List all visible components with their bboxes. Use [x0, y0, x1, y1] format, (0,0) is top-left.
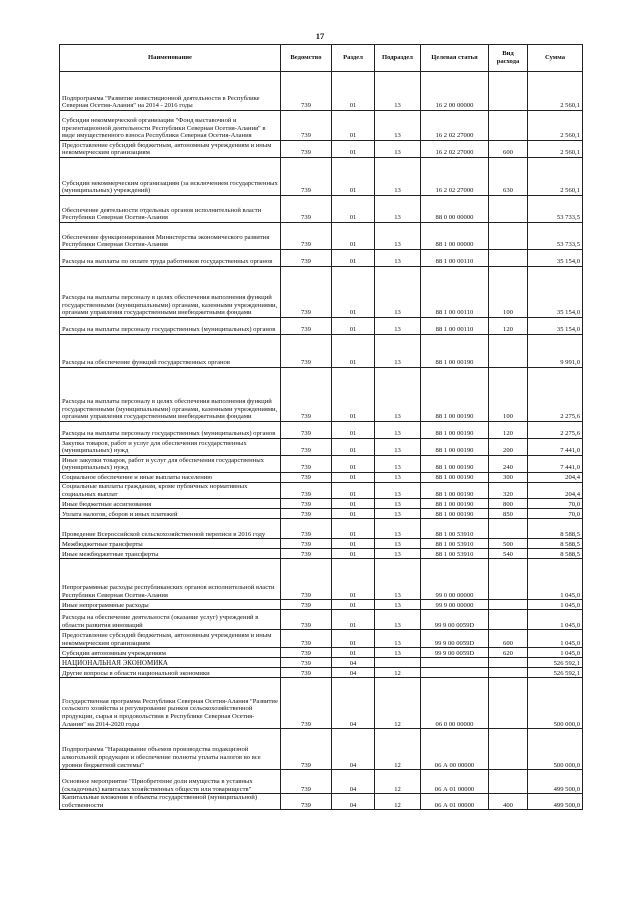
cell-ved: 739 — [281, 729, 332, 770]
cell-podr: 13 — [375, 559, 421, 600]
cell-podr: 13 — [375, 600, 421, 610]
cell-podr — [375, 658, 421, 668]
cell-razdel: 01 — [332, 559, 375, 600]
cell-razdel: 04 — [332, 678, 375, 729]
cell-vid: 630 — [489, 158, 528, 196]
cell-sum: 9 991,0 — [528, 335, 583, 368]
cell-vid — [489, 559, 528, 600]
cell-razdel: 01 — [332, 539, 375, 549]
cell-razdel: 01 — [332, 267, 375, 318]
cell-razdel: 01 — [332, 158, 375, 196]
table-row — [60, 72, 583, 111]
cell-ved: 739 — [281, 368, 332, 422]
cell-target: 88 1 00 00000 — [421, 223, 489, 250]
cell-podr: 13 — [375, 141, 421, 158]
cell-razdel: 01 — [332, 422, 375, 439]
cell-vid: 240 — [489, 456, 528, 473]
cell-podr: 12 — [375, 678, 421, 729]
cell-podr: 13 — [375, 223, 421, 250]
cell-sum: 2 275,6 — [528, 368, 583, 422]
cell-sum: 35 154,0 — [528, 250, 583, 267]
cell-name: Расходы на обеспечение функций государственных органов — [60, 335, 281, 368]
table-row — [60, 499, 583, 509]
cell-target: 06 А 01 00000 — [421, 770, 489, 794]
cell-razdel: 04 — [332, 770, 375, 794]
cell-ved: 739 — [281, 111, 332, 141]
cell-name: Основное мероприятие "Приобретение доли имущества в уставных (складочных) капиталах хозяйственных обществ или товариществ" — [60, 770, 281, 794]
cell-target: 88 1 00 00190 — [421, 368, 489, 422]
cell-name: Расходы на выплаты персоналу государственных (муниципальных) органов — [60, 422, 281, 439]
cell-name: Закупка товаров, работ и услуг для обеспечения государственных (муниципальных) нужд — [60, 439, 281, 456]
cell-razdel: 01 — [332, 483, 375, 499]
table-body — [60, 72, 583, 810]
table-row — [60, 318, 583, 335]
cell-sum: 8 588,5 — [528, 519, 583, 539]
cell-podr: 13 — [375, 267, 421, 318]
cell-vid: 540 — [489, 549, 528, 559]
cell-name: НАЦИОНАЛЬНАЯ ЭКОНОМИКА — [60, 658, 281, 668]
cell-sum: 70,0 — [528, 509, 583, 519]
table-row — [60, 483, 583, 499]
cell-podr: 13 — [375, 610, 421, 630]
cell-podr: 13 — [375, 250, 421, 267]
table-row — [60, 196, 583, 223]
cell-sum: 35 154,0 — [528, 267, 583, 318]
table-row — [60, 158, 583, 196]
cell-target: 88 1 00 00190 — [421, 473, 489, 483]
cell-sum: 204,4 — [528, 473, 583, 483]
cell-podr: 13 — [375, 439, 421, 456]
cell-sum: 7 441,0 — [528, 439, 583, 456]
cell-sum: 1 045,0 — [528, 648, 583, 658]
cell-name: Расходы на выплаты персоналу государственных (муниципальных) органов — [60, 318, 281, 335]
cell-name: Расходы на выплаты персоналу в целях обеспечения выполнения функций государственными (муниципальными) органами, казенными учреждениями, органами управления государственными внебюджетными фондами — [60, 267, 281, 318]
cell-sum: 526 592,1 — [528, 668, 583, 678]
cell-name: Обеспечение функционирования Министерства экономического развития Республики Северная Осетия-Алания — [60, 223, 281, 250]
cell-ved: 739 — [281, 483, 332, 499]
cell-razdel: 01 — [332, 610, 375, 630]
cell-name: Социальные выплаты гражданам, кроме публичных нормативных социальных выплат — [60, 483, 281, 499]
cell-razdel: 01 — [332, 72, 375, 111]
cell-name: Подпрограмма "Развитие инвестиционной деятельности в Республике Северная Осетия-Алания" на 2014 - 2016 годы — [60, 72, 281, 111]
table-row — [60, 658, 583, 668]
cell-name: Расходы на выплаты по оплате труда работников государственных органов — [60, 250, 281, 267]
cell-razdel: 01 — [332, 111, 375, 141]
cell-name: Иные закупки товаров, работ и услуг для обеспечения государственных (муниципальных) нужд — [60, 456, 281, 473]
cell-target: 88 1 00 00110 — [421, 250, 489, 267]
cell-ved: 739 — [281, 318, 332, 335]
cell-vid — [489, 610, 528, 630]
page-number: 17 — [315, 31, 325, 41]
table-row — [60, 111, 583, 141]
cell-name: Социальное обеспечение и иные выплаты населению — [60, 473, 281, 483]
cell-podr: 13 — [375, 368, 421, 422]
cell-podr: 13 — [375, 519, 421, 539]
cell-target: 16 2 02 27000 — [421, 111, 489, 141]
cell-vid: 600 — [489, 141, 528, 158]
cell-target: 88 1 00 00190 — [421, 483, 489, 499]
cell-vid — [489, 729, 528, 770]
cell-podr: 13 — [375, 549, 421, 559]
cell-name: Субсидии автономным учреждениям — [60, 648, 281, 658]
cell-razdel: 01 — [332, 519, 375, 539]
cell-sum: 2 275,6 — [528, 422, 583, 439]
table-row — [60, 439, 583, 456]
budget-table — [59, 44, 583, 810]
cell-vid: 400 — [489, 794, 528, 810]
cell-sum: 204,4 — [528, 483, 583, 499]
cell-podr: 13 — [375, 648, 421, 658]
cell-sum: 7 441,0 — [528, 456, 583, 473]
cell-name: Субсидии некоммерческим организациям (за исключением государственных (муниципальных) учреждений) — [60, 158, 281, 196]
table-row — [60, 267, 583, 318]
cell-target: 16 2 02 27000 — [421, 141, 489, 158]
cell-ved: 739 — [281, 422, 332, 439]
table-row — [60, 519, 583, 539]
cell-target: 16 2 02 27000 — [421, 158, 489, 196]
cell-target: 88 1 00 53910 — [421, 519, 489, 539]
cell-target: 88 1 00 00190 — [421, 335, 489, 368]
cell-vid — [489, 678, 528, 729]
cell-target: 99 9 00 0059D — [421, 630, 489, 648]
table-row — [60, 729, 583, 770]
cell-name: Подпрограмма "Наращивание объемов производства подакцизной алкогольной продукции и обеспечение полноты уплаты налогов во все уровни бюджетной системы" — [60, 729, 281, 770]
cell-razdel: 01 — [332, 250, 375, 267]
cell-target: 88 1 00 53910 — [421, 549, 489, 559]
cell-vid: 120 — [489, 318, 528, 335]
table-row — [60, 335, 583, 368]
cell-podr: 13 — [375, 509, 421, 519]
cell-sum: 1 045,0 — [528, 559, 583, 600]
cell-target: 88 1 00 00110 — [421, 318, 489, 335]
header-ved: Ведомство — [281, 45, 332, 72]
header-name: Наименование — [60, 45, 281, 72]
cell-target: 88 1 00 00110 — [421, 267, 489, 318]
table-row — [60, 509, 583, 519]
table-row — [60, 141, 583, 158]
cell-target: 99 9 00 0059D — [421, 648, 489, 658]
cell-vid: 300 — [489, 473, 528, 483]
cell-podr: 13 — [375, 111, 421, 141]
cell-ved: 739 — [281, 439, 332, 456]
cell-podr: 13 — [375, 72, 421, 111]
table-row — [60, 473, 583, 483]
cell-podr: 13 — [375, 318, 421, 335]
table-row — [60, 368, 583, 422]
cell-vid: 100 — [489, 368, 528, 422]
cell-sum: 500 000,0 — [528, 729, 583, 770]
header-vid: Вид расхода — [489, 45, 528, 72]
cell-sum: 53 733,5 — [528, 223, 583, 250]
cell-target: 88 1 00 00190 — [421, 439, 489, 456]
header-podrazdel: Подраздел — [375, 45, 421, 72]
cell-vid — [489, 111, 528, 141]
cell-name: Иные бюджетные ассигнования — [60, 499, 281, 509]
cell-sum: 1 045,0 — [528, 610, 583, 630]
cell-target — [421, 658, 489, 668]
cell-razdel: 01 — [332, 509, 375, 519]
cell-name: Проведение Всероссийской сельскохозяйственной переписи в 2016 году — [60, 519, 281, 539]
cell-ved: 739 — [281, 610, 332, 630]
cell-sum: 8 588,5 — [528, 549, 583, 559]
cell-ved: 739 — [281, 539, 332, 549]
cell-razdel: 01 — [332, 549, 375, 559]
cell-podr: 13 — [375, 456, 421, 473]
cell-vid: 120 — [489, 422, 528, 439]
cell-name: Межбюджетные трансферты — [60, 539, 281, 549]
cell-vid — [489, 72, 528, 111]
cell-target: 99 9 00 0059D — [421, 610, 489, 630]
cell-sum: 2 560,1 — [528, 72, 583, 111]
cell-sum: 8 588,5 — [528, 539, 583, 549]
cell-razdel: 01 — [332, 499, 375, 509]
cell-target: 06 А 00 00000 — [421, 729, 489, 770]
cell-vid: 850 — [489, 509, 528, 519]
cell-name: Предоставление субсидий бюджетным, автономным учреждениям и иным некоммерческим организациям — [60, 630, 281, 648]
cell-sum: 526 592,1 — [528, 658, 583, 668]
cell-ved: 739 — [281, 559, 332, 600]
cell-ved: 739 — [281, 158, 332, 196]
cell-razdel: 01 — [332, 630, 375, 648]
cell-target: 88 0 00 00000 — [421, 196, 489, 223]
cell-podr: 12 — [375, 770, 421, 794]
cell-ved: 739 — [281, 630, 332, 648]
cell-name: Непрограммные расходы республиканских органов исполнительной власти Республики Северная Осетия-Алания — [60, 559, 281, 600]
header-target: Целевая статья — [421, 45, 489, 72]
cell-sum: 2 560,1 — [528, 111, 583, 141]
cell-vid: 200 — [489, 439, 528, 456]
cell-ved: 739 — [281, 519, 332, 539]
table-row — [60, 630, 583, 648]
cell-ved: 739 — [281, 72, 332, 111]
cell-razdel: 01 — [332, 439, 375, 456]
table-row — [60, 456, 583, 473]
cell-target: 99 9 00 00000 — [421, 600, 489, 610]
cell-podr: 13 — [375, 196, 421, 223]
cell-ved: 739 — [281, 678, 332, 729]
table-row — [60, 539, 583, 549]
cell-name: Иные непрограммные расходы — [60, 600, 281, 610]
cell-ved: 739 — [281, 473, 332, 483]
table-row — [60, 794, 583, 810]
cell-vid — [489, 658, 528, 668]
cell-target: 06 0 00 00000 — [421, 678, 489, 729]
cell-target: 99 0 00 00000 — [421, 559, 489, 600]
cell-sum: 70,0 — [528, 499, 583, 509]
cell-sum: 35 154,0 — [528, 318, 583, 335]
table-row — [60, 600, 583, 610]
cell-sum: 499 500,0 — [528, 794, 583, 810]
cell-vid: 320 — [489, 483, 528, 499]
cell-vid: 600 — [489, 630, 528, 648]
cell-name: Капитальные вложения в объекты государственной (муниципальной) собственности — [60, 794, 281, 810]
cell-name: Обеспечение деятельности отдельных органов исполнительной власти Республики Северная Осетия-Алания — [60, 196, 281, 223]
cell-razdel: 01 — [332, 335, 375, 368]
cell-podr: 12 — [375, 668, 421, 678]
cell-name: Другие вопросы в области национальной экономики — [60, 668, 281, 678]
cell-ved: 739 — [281, 668, 332, 678]
cell-sum: 499 500,0 — [528, 770, 583, 794]
cell-razdel: 01 — [332, 223, 375, 250]
cell-razdel: 01 — [332, 196, 375, 223]
cell-podr: 13 — [375, 158, 421, 196]
cell-name: Предоставление субсидий бюджетным, автономным учреждениям и иным некоммерческим организациям — [60, 141, 281, 158]
header-razdel: Раздел — [332, 45, 375, 72]
cell-ved: 739 — [281, 499, 332, 509]
cell-target: 88 1 00 00190 — [421, 499, 489, 509]
cell-razdel: 01 — [332, 473, 375, 483]
cell-podr: 13 — [375, 473, 421, 483]
table-row — [60, 648, 583, 658]
table-row — [60, 678, 583, 729]
cell-target: 16 2 00 00000 — [421, 72, 489, 111]
cell-podr: 13 — [375, 422, 421, 439]
cell-razdel: 01 — [332, 318, 375, 335]
cell-name: Субсидия некоммерческой организации "Фонд выставочной и презентационной деятельности Республики Северная Осетия-Алания" в виде имущественного взноса Республики Северная Осетия-Алания — [60, 111, 281, 141]
cell-podr: 13 — [375, 630, 421, 648]
cell-vid: 620 — [489, 648, 528, 658]
table-row — [60, 668, 583, 678]
table-row — [60, 549, 583, 559]
table-header-row — [60, 45, 583, 72]
cell-razdel: 01 — [332, 600, 375, 610]
cell-podr: 13 — [375, 499, 421, 509]
cell-ved: 739 — [281, 223, 332, 250]
cell-sum: 2 560,1 — [528, 141, 583, 158]
cell-ved: 739 — [281, 335, 332, 368]
cell-vid — [489, 519, 528, 539]
cell-ved: 739 — [281, 196, 332, 223]
cell-razdel: 01 — [332, 368, 375, 422]
cell-target: 88 1 00 53910 — [421, 539, 489, 549]
cell-razdel: 01 — [332, 648, 375, 658]
cell-ved: 739 — [281, 648, 332, 658]
cell-sum: 53 733,5 — [528, 196, 583, 223]
cell-ved: 739 — [281, 600, 332, 610]
cell-razdel: 01 — [332, 141, 375, 158]
cell-sum: 1 045,0 — [528, 600, 583, 610]
table-row — [60, 422, 583, 439]
cell-vid — [489, 196, 528, 223]
cell-razdel: 01 — [332, 456, 375, 473]
table-row — [60, 559, 583, 600]
cell-target — [421, 668, 489, 678]
cell-ved: 739 — [281, 141, 332, 158]
cell-name: Расходы на выплаты персоналу в целях обеспечения выполнения функций государственными (муниципальными) органами, казенными учреждениями, органами управления государственными внебюджетными фондами — [60, 368, 281, 422]
cell-ved: 739 — [281, 549, 332, 559]
cell-vid — [489, 600, 528, 610]
cell-ved: 739 — [281, 456, 332, 473]
cell-ved: 739 — [281, 250, 332, 267]
cell-ved: 739 — [281, 770, 332, 794]
cell-vid: 800 — [489, 499, 528, 509]
cell-ved: 739 — [281, 794, 332, 810]
cell-name: Расходы на обеспечение деятельности (оказание услуг) учреждений в области развития инноваций — [60, 610, 281, 630]
cell-name: Уплата налогов, сборов и иных платежей — [60, 509, 281, 519]
cell-name: Государственная программа Республики Северная Осетия-Алания "Развитие сельского хозяйства и регулирование рынков сельскохозяйственной продукции, сырья и продовольствия в Республике Северная Осетия-Алания" на 2014-2020 годы — [60, 678, 281, 729]
cell-ved: 739 — [281, 658, 332, 668]
cell-sum: 500 000,0 — [528, 678, 583, 729]
table-row — [60, 250, 583, 267]
cell-sum: 1 045,0 — [528, 630, 583, 648]
cell-vid — [489, 250, 528, 267]
cell-vid — [489, 335, 528, 368]
cell-ved: 739 — [281, 267, 332, 318]
cell-podr: 12 — [375, 729, 421, 770]
cell-podr: 13 — [375, 483, 421, 499]
cell-target: 06 А 01 00000 — [421, 794, 489, 810]
cell-vid — [489, 770, 528, 794]
cell-vid — [489, 223, 528, 250]
cell-vid: 100 — [489, 267, 528, 318]
cell-target: 88 1 00 00190 — [421, 456, 489, 473]
cell-razdel: 04 — [332, 729, 375, 770]
table-row — [60, 770, 583, 794]
cell-podr: 13 — [375, 335, 421, 368]
cell-vid: 500 — [489, 539, 528, 549]
cell-podr: 13 — [375, 539, 421, 549]
cell-razdel: 04 — [332, 658, 375, 668]
table-row — [60, 610, 583, 630]
cell-target: 88 1 00 00190 — [421, 422, 489, 439]
header-sum: Сумма — [528, 45, 583, 72]
cell-podr: 12 — [375, 794, 421, 810]
cell-sum: 2 560,1 — [528, 158, 583, 196]
cell-razdel: 04 — [332, 794, 375, 810]
cell-razdel: 04 — [332, 668, 375, 678]
table-row — [60, 223, 583, 250]
cell-ved: 739 — [281, 509, 332, 519]
cell-name: Иные межбюджетные трансферты — [60, 549, 281, 559]
cell-target: 88 1 00 00190 — [421, 509, 489, 519]
cell-vid — [489, 668, 528, 678]
